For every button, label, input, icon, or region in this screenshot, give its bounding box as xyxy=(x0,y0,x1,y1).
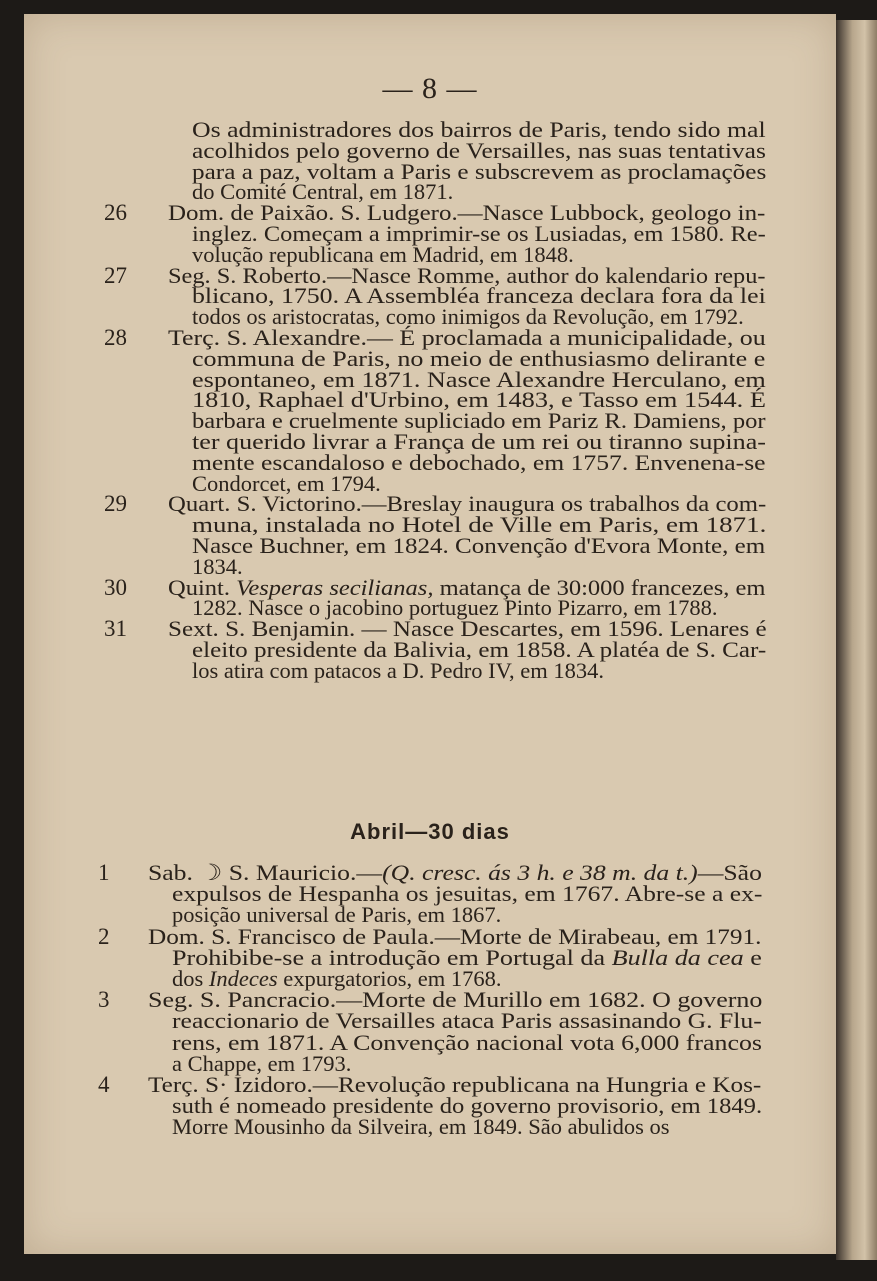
entry-line: 1834. xyxy=(192,553,243,579)
entry-line: posição universal de Paris, em 1867. xyxy=(172,902,502,928)
entry-line: Quint. Vesperas secilianas, matança de 30:000 francezes, em xyxy=(168,574,766,600)
entry-line: para a paz, voltam a Paris e subscrevem as proclamações xyxy=(192,158,767,184)
entry-line: todos os aristocratas, como inimigos da Revolução, em 1792. xyxy=(192,304,744,330)
entry-line: Quart. S. Victorino.—Breslay inaugura os trabalhos da com- xyxy=(168,491,767,517)
entry-line: acolhidos pelo governo de Versailles, nas suas tentativas xyxy=(192,137,766,163)
entry-line: barbara e cruelmente supliciado em Pariz R. Damiens, por xyxy=(192,408,766,434)
day-number: 4 xyxy=(98,1072,110,1097)
month-heading: Abril—30 dias xyxy=(350,819,510,844)
book-page xyxy=(24,14,836,1254)
entry-line: Terç. S· Izidoro.—Revolução republicana na Hungria e Kos- xyxy=(148,1072,762,1097)
entry-line: Dom. de Paixão. S. Ludgero.—Nasce Lubbock, geologo in- xyxy=(168,200,766,226)
day-number: 27 xyxy=(104,262,127,288)
entry-line: Prohibibe-se a introdução em Portugal da Bulla da cea e xyxy=(172,944,762,970)
day-number: 26 xyxy=(104,200,127,226)
entry-line: Terç. S. Alexandre.— É proclamada a municipalidade, ou xyxy=(168,325,766,350)
entry-line: reaccionario de Versailles ataca Paris assasinando G. Flu- xyxy=(172,1008,762,1034)
entry-line: volução republicana em Madrid, em 1848. xyxy=(192,241,574,267)
day-number: 31 xyxy=(104,616,127,642)
entry-line: Seg. S. Pancracio.—Morte de Murillo em 1682. O governo xyxy=(148,987,763,1013)
day-number: 3 xyxy=(98,987,110,1013)
page-number: — 8 — xyxy=(382,72,478,105)
entry-line: suth é nomeado presidente do governo provisorio, em 1849. xyxy=(172,1093,763,1119)
day-number: 28 xyxy=(104,325,127,350)
day-number: 30 xyxy=(104,574,127,600)
entry-line: expulsos de Hespanha os jesuitas, em 1767. Abre-se a ex- xyxy=(172,881,763,907)
entry-line: rens, em 1871. A Convenção nacional vota 6,000 francos xyxy=(172,1029,762,1055)
day-number: 29 xyxy=(104,491,127,517)
entry-line: Dom. S. Francisco de Paula.—Morte de Mirabeau, em 1791. xyxy=(148,923,762,949)
entry-line: 1810, Raphael d'Urbino, em 1483, e Tasso em 1544. É xyxy=(192,387,766,413)
entry-line: Sext. S. Benjamin. — Nasce Descartes, em 1596. Lenares é xyxy=(168,616,767,642)
day-number: 2 xyxy=(98,923,110,949)
entry-line: muna, instalada no Hotel de Ville em Paris, em 1871. xyxy=(192,512,767,538)
entry-line: a Chappe, em 1793. xyxy=(172,1050,352,1076)
entry-line: Condorcet, em 1794. xyxy=(192,470,381,496)
entry-line: Sab. ☽ S. Mauricio.—(Q. cresc. ás 3 h. e 38 m. da t.)—São xyxy=(148,860,762,885)
entry-line: mente escandaloso e debochado, em 1757. Envenena-se xyxy=(192,449,766,475)
entry-line: do Comité Central, em 1871. xyxy=(192,179,454,205)
entry-line: Morre Mousinho da Silveira, em 1849. São abulidos os xyxy=(172,1114,670,1140)
entry-line: blicano, 1750. A Assembléa franceza declara fora da lei xyxy=(192,283,766,309)
entry-line: ter querido livrar a França de um rei ou tiranno supina- xyxy=(192,429,767,454)
entry-line: Os administradores dos bairros de Paris, tendo sido mal xyxy=(192,117,766,142)
day-number: 1 xyxy=(98,860,110,885)
entry-line: dos Indeces expurgatorios, em 1768. xyxy=(172,966,502,991)
book-spine xyxy=(836,20,877,1260)
entry-line: Nasce Buchner, em 1824. Convenção d'Evora Monte, em xyxy=(192,533,766,558)
entry-line: Seg. S. Roberto.—Nasce Romme, author do kalendario repu- xyxy=(168,262,766,288)
entry-line: communa de Paris, no meio de enthusiasmo delirante e xyxy=(192,345,766,371)
entry-line: espontaneo, em 1871. Nasce Alexandre Herculano, em xyxy=(192,366,766,392)
entry-line: los atira com patacos a D. Pedro IV, em 1834. xyxy=(192,657,604,683)
entry-line: inglez. Começam a imprimir-se os Lusiadas, em 1580. Re- xyxy=(192,221,766,246)
entry-line: 1282. Nasce o jacobino portuguez Pinto Pizarro, em 1788. xyxy=(192,595,718,621)
entry-line: eleito presidente da Balivia, em 1858. A platéa de S. Car- xyxy=(192,637,767,662)
